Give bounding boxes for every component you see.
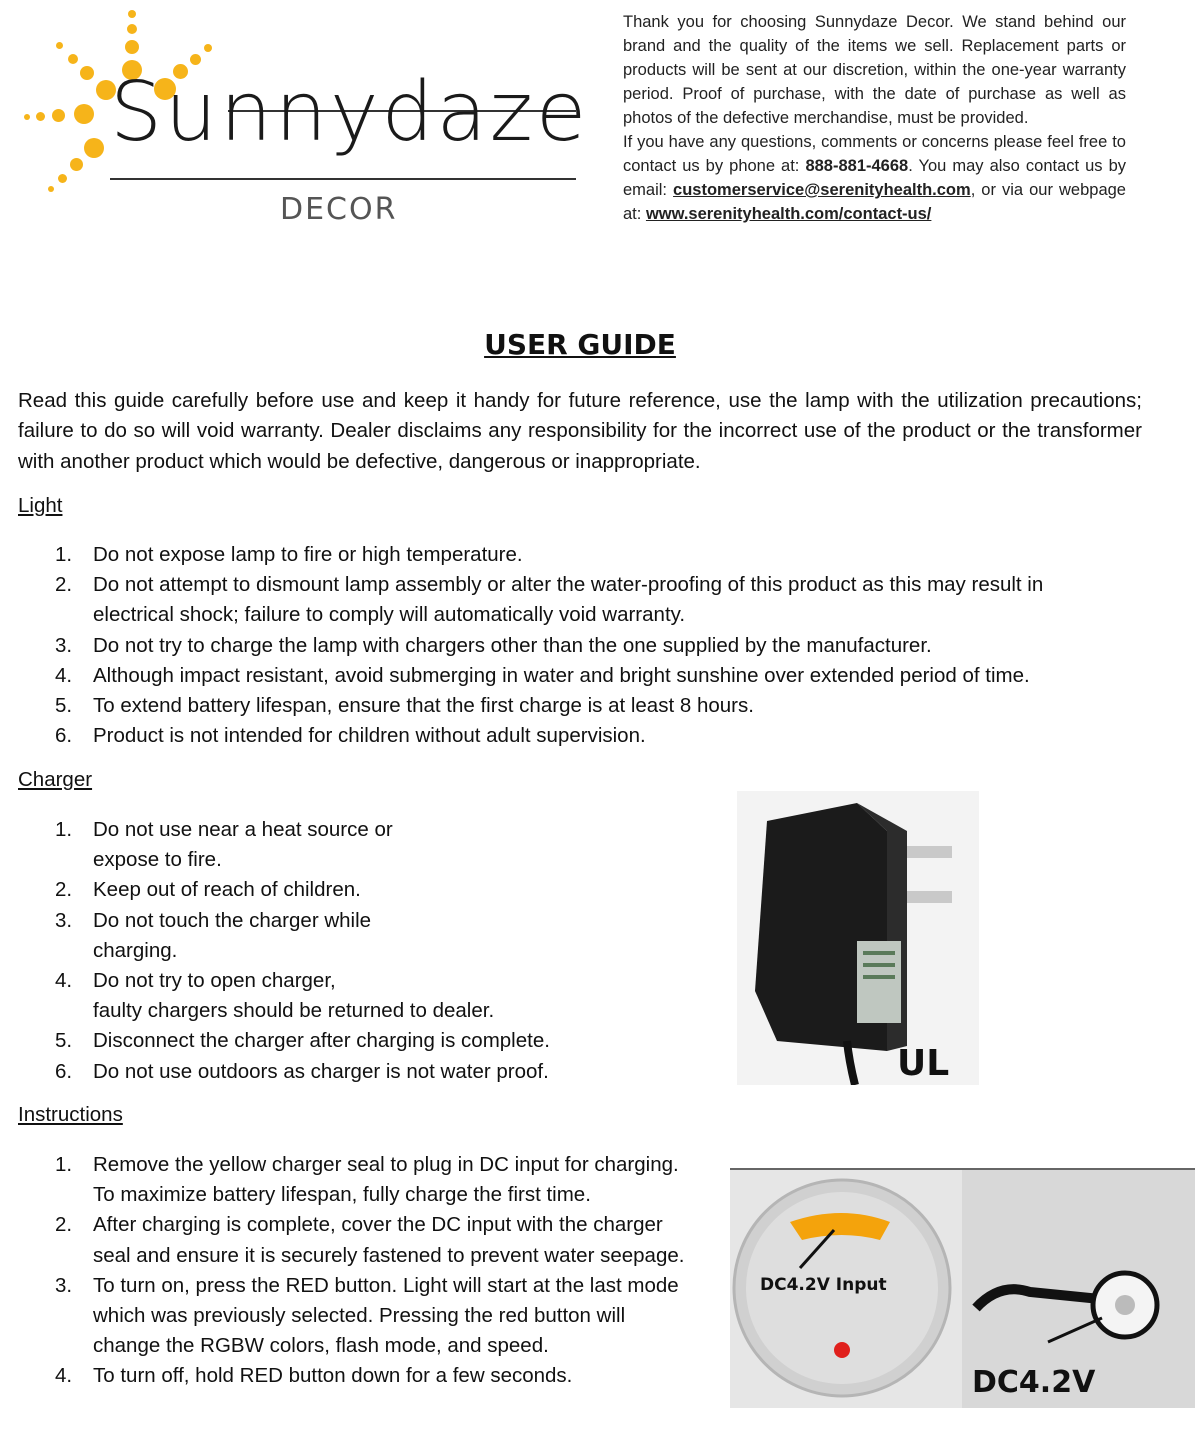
list-text: To extend battery lifespan, ensure that the first charge is at least 8 hours. bbox=[93, 694, 754, 718]
list-number: 1. bbox=[55, 1153, 73, 1176]
list-item bbox=[18, 875, 718, 905]
page-title: USER GUIDE bbox=[484, 328, 676, 361]
red-button bbox=[834, 1342, 850, 1358]
list-text: Keep out of reach of children. bbox=[93, 878, 361, 902]
intro-paragraph: Read this guide carefully before use and keep it handy for future reference, use the lamp with the utilization precautions; failure to do so will void warranty. Dealer disclaims any responsibility for the incorrect use of the product or the transformer with another product which would be defective, dangerous or inappropriate. bbox=[18, 389, 1142, 473]
sun-ray-dot bbox=[74, 104, 94, 124]
sunnydaze-logo bbox=[18, 6, 598, 236]
warranty-text: Thank you for choosing Sunnydaze Decor. We stand behind our brand and the quality of the items we sell. Replacement parts or products will be sent at our discretion, within the one-year warranty period. Proof of purchase, with the date of purchase as well as photos of the defective merchandise, must be provided. bbox=[623, 13, 1126, 127]
logo-wordmark: Sunnydaze bbox=[110, 65, 590, 160]
contact-text-part: If you have any questions, comments or concerns please feel free to contact us by phone at: bbox=[623, 133, 1126, 175]
list-number: 3. bbox=[55, 908, 73, 932]
sun-ray-dot bbox=[127, 24, 137, 34]
list-number: 4. bbox=[55, 663, 73, 687]
list-text: After charging is complete, cover the DC input with the charger seal and ensure it is securely fastened to prevent water seepage. bbox=[93, 1213, 685, 1267]
logo-subtitle: DECOR bbox=[280, 192, 398, 227]
list-text: To turn on, press the RED button. Light will start at the last mode which was previously selected. Pressing the red button will change the RGBW colors, flash mode, and speed. bbox=[93, 1273, 679, 1358]
sun-ray-dot bbox=[190, 54, 201, 65]
list-number: 1. bbox=[55, 818, 73, 841]
list-number: 4. bbox=[55, 969, 73, 993]
charger-list bbox=[18, 815, 718, 1087]
sun-ray-dot bbox=[48, 186, 54, 192]
list-number: 3. bbox=[55, 633, 73, 657]
list-number: 4. bbox=[55, 1364, 73, 1388]
sun-ray-dot bbox=[80, 66, 94, 80]
lamp-input-illustration bbox=[730, 1170, 1195, 1408]
contact-text-part: , or via our webpage at: bbox=[623, 181, 1126, 223]
list-text: Do not touch the charger while charging. bbox=[93, 908, 372, 962]
list-text: Do not use outdoors as charger is not water proof. bbox=[93, 1059, 549, 1083]
list-item bbox=[18, 540, 1138, 570]
sun-ray-dot bbox=[52, 109, 65, 122]
sun-ray-dot bbox=[204, 44, 212, 52]
charger-heading: Charger bbox=[18, 768, 93, 791]
list-text: Product is not intended for children without adult supervision. bbox=[93, 724, 646, 748]
sun-ray-dot bbox=[84, 138, 104, 158]
list-item bbox=[18, 1210, 718, 1270]
list-text: To turn off, hold RED button down for a few seconds. bbox=[93, 1364, 573, 1388]
list-item bbox=[18, 661, 1138, 691]
list-number: 5. bbox=[55, 1029, 73, 1053]
contact-text-part: . You may also contact us by email: bbox=[623, 157, 1126, 199]
list-number: 1. bbox=[55, 543, 73, 566]
list-text: Disconnect the charger after charging is complete. bbox=[93, 1029, 550, 1053]
dc-label: DC4.2V bbox=[972, 1365, 1096, 1400]
logo-rule bbox=[110, 178, 576, 180]
list-number: 3. bbox=[55, 1273, 73, 1297]
list-number: 2. bbox=[55, 1213, 73, 1237]
charger-image bbox=[737, 791, 979, 1085]
contact-block bbox=[623, 10, 1126, 226]
list-item bbox=[18, 1271, 718, 1362]
light-list bbox=[18, 540, 1138, 751]
list-item bbox=[18, 691, 1138, 721]
list-item bbox=[18, 815, 718, 875]
email-link[interactable]: customerservice@serenityhealth.com bbox=[673, 181, 971, 199]
instructions-heading: Instructions bbox=[18, 1103, 123, 1126]
list-text: Do not expose lamp to fire or high temperature. bbox=[93, 543, 523, 566]
lamp-input-image bbox=[730, 1168, 1195, 1410]
list-text: Remove the yellow charger seal to plug in DC input for charging. To maximize battery lifespan, fully charge the first time. bbox=[93, 1153, 679, 1207]
list-item bbox=[18, 966, 718, 1026]
sun-ray-dot bbox=[56, 42, 63, 49]
list-item bbox=[18, 631, 1138, 661]
list-number: 2. bbox=[55, 878, 73, 902]
sun-ray-dot bbox=[128, 10, 136, 18]
list-number: 2. bbox=[55, 573, 73, 597]
list-item bbox=[18, 906, 718, 966]
list-item bbox=[18, 1361, 718, 1391]
charger-illustration bbox=[737, 791, 979, 1085]
dc-input-label: DC4.2V Input bbox=[760, 1275, 887, 1295]
list-item bbox=[18, 570, 1138, 630]
list-item bbox=[18, 1150, 718, 1210]
list-number: 5. bbox=[55, 694, 73, 718]
list-item bbox=[18, 1026, 718, 1056]
list-text: Do not attempt to dismount lamp assembly or alter the water-proofing of this product as this may result in electrical shock; failure to comply will automatically void warranty. bbox=[93, 573, 1044, 627]
list-text: Do not use near a heat source or expose to fire. bbox=[93, 818, 393, 872]
list-text: Do not try to open charger, faulty chargers should be returned to dealer. bbox=[93, 969, 495, 1023]
phone-number: 888-881-4668 bbox=[805, 157, 909, 175]
list-number: 6. bbox=[55, 724, 73, 748]
sun-ray-dot bbox=[36, 112, 45, 121]
sun-ray-dot bbox=[125, 40, 139, 54]
sun-ray-dot bbox=[68, 54, 78, 64]
light-heading: Light bbox=[18, 494, 63, 517]
list-number: 6. bbox=[55, 1059, 73, 1083]
instructions-list bbox=[18, 1150, 718, 1392]
list-text: Do not try to charge the lamp with chargers other than the one supplied by the manufacturer. bbox=[93, 633, 932, 657]
contact-text bbox=[623, 130, 1126, 226]
sun-ray-dot bbox=[70, 158, 83, 171]
ul-mark: UL bbox=[897, 1043, 950, 1084]
list-item bbox=[18, 721, 1138, 751]
website-link[interactable]: www.serenityhealth.com/contact-us/ bbox=[645, 205, 932, 223]
list-text: Although impact resistant, avoid submerging in water and bright sunshine over extended period of time. bbox=[93, 663, 1030, 687]
sun-ray-dot bbox=[58, 174, 67, 183]
sun-ray-dot bbox=[24, 114, 30, 120]
list-item bbox=[18, 1057, 718, 1087]
